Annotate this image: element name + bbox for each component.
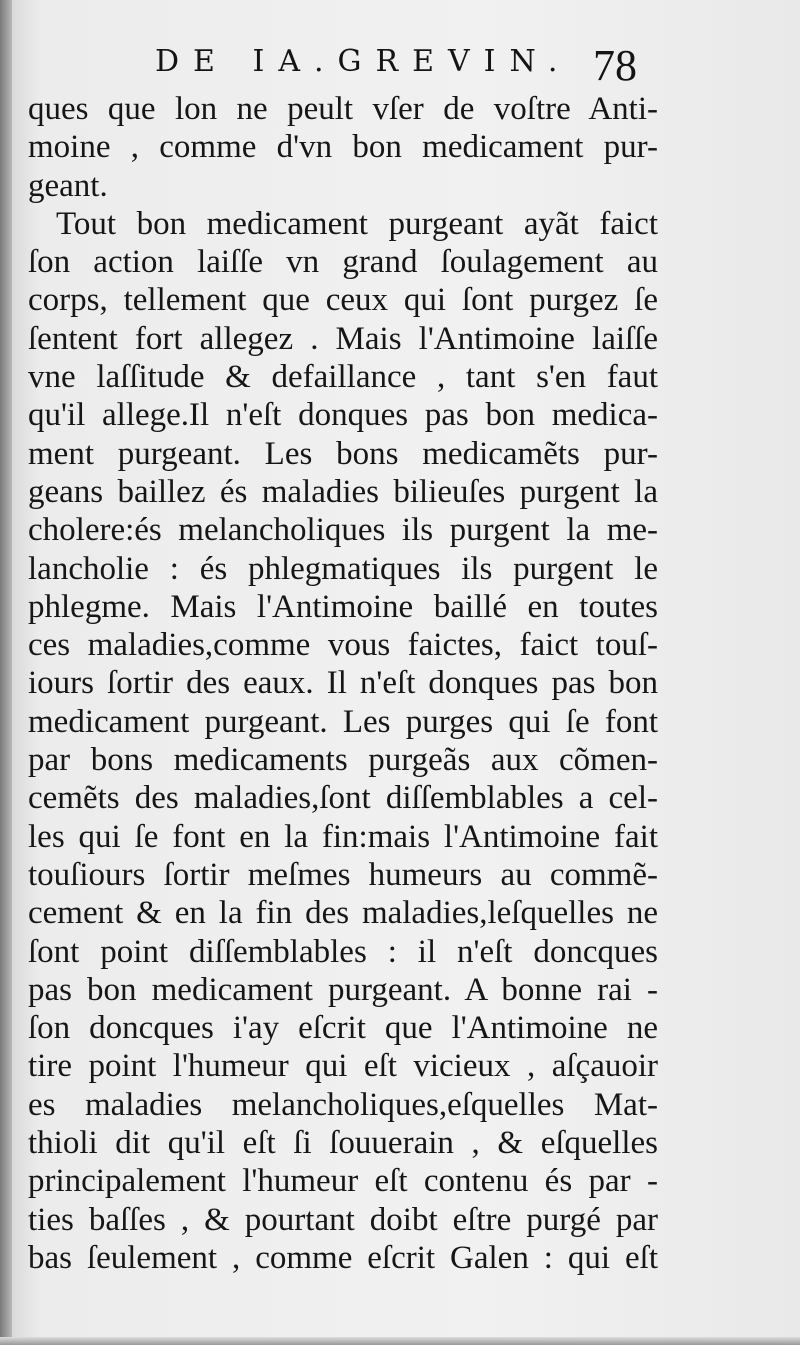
- text-line: cemẽts des maladies,ſont diſſemblables a cel-: [28, 780, 658, 817]
- text-line: ties baſſes , & pourtant doibt eſtre purgé par: [28, 1201, 658, 1238]
- text-line: medicament purgeant. Les purges qui ſe font: [28, 703, 658, 740]
- text-line: cholere:és melancholiques ils purgent la me-: [28, 512, 658, 549]
- text-line: touſiours ſortir meſmes humeurs au commẽ-: [28, 856, 658, 893]
- text-line: ſont point diſſemblables : il n'eſt doncques: [28, 933, 658, 970]
- text-line: par bons medicaments purgeãs aux cõmen-: [28, 742, 658, 779]
- text-line: ment purgeant. Les bons medicamẽts pur-: [28, 435, 658, 472]
- text-line: ques que lon ne peult vſer de voſtre Anti-: [28, 91, 658, 127]
- text-line: ſon action laiſſe vn grand ſoulagement au: [28, 244, 658, 281]
- text-line: bas ſeulement , comme eſcrit Galen : qui eſt: [28, 1239, 658, 1276]
- text-line: Tout bon medicament purgeant ayãt faict: [56, 205, 658, 242]
- text-line: corps, tellement que ceux qui ſont purgez ſe: [28, 282, 658, 319]
- text-line: pas bon medicament purgeant. A bonne rai -: [28, 971, 658, 1008]
- text-line: geant.: [28, 167, 108, 204]
- running-head: [0, 40, 800, 90]
- text-line: geans baillez és maladies bilieuſes purgent la: [28, 473, 658, 510]
- text-line: qu'il allege.Il n'eſt donques pas bon medica-: [28, 397, 658, 434]
- text-line: es maladies melancholiques,eſquelles Mat-: [28, 1086, 658, 1123]
- running-title: DE IA.GREVIN.: [155, 44, 572, 79]
- text-line: phlegme. Mais l'Antimoine baillé en toutes: [28, 588, 658, 625]
- text-block: [28, 90, 658, 1277]
- text-line: lancholie : és phlegmatiques ils purgent le: [28, 550, 658, 587]
- page-number: 78: [593, 41, 637, 90]
- text-line: thioli dit qu'il eſt ſi ſouuerain , & eſquelles: [28, 1125, 658, 1162]
- text-line: ſon doncques i'ay eſcrit que l'Antimoine ne: [28, 1010, 658, 1047]
- text-line: tire point l'humeur qui eſt vicieux , aſçauoir: [28, 1048, 658, 1085]
- text-line: les qui ſe font en la fin:mais l'Antimoine fait: [28, 818, 658, 855]
- text-line: vne laſſitude & defaillance , tant s'en faut: [28, 359, 658, 396]
- text-line: moine , comme d'vn bon medicament pur-: [28, 129, 658, 166]
- text-line: cement & en la fin des maladies,leſquelles ne: [28, 895, 658, 932]
- text-line: ſentent fort allegez . Mais l'Antimoine laiſſe: [28, 320, 658, 357]
- text-line: principalement l'humeur eſt contenu és par -: [28, 1163, 658, 1200]
- text-line: iours ſortir des eaux. Il n'eſt donques pas bon: [28, 665, 658, 702]
- page-bottom-edge: [0, 1337, 800, 1345]
- text-line: ces maladies,comme vous faictes, faict touſ-: [28, 627, 658, 664]
- gutter-shadow: [0, 0, 12, 1345]
